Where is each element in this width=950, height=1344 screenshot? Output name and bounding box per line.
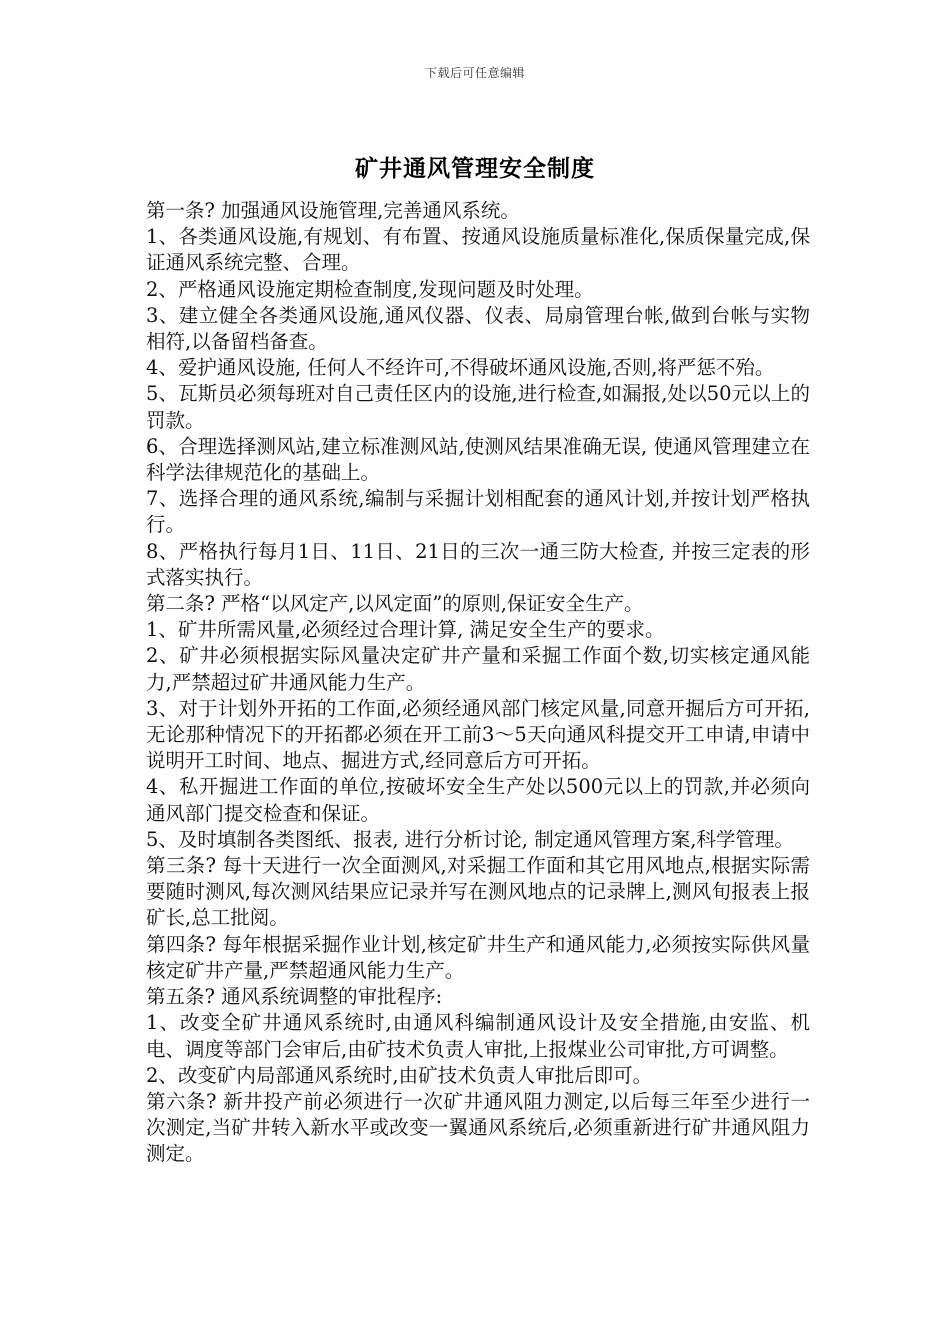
paragraph: 第二条? 严格“以风定产,以风定面”的原则,保证安全生产。 bbox=[146, 592, 644, 616]
paragraph: 7、选择合理的通风系统,编制与采掘计划相配套的通风计划,并按计划严格执行。 bbox=[146, 487, 810, 537]
paragraph: 2、矿井必须根据实际风量决定矿井产量和采掘工作面个数,切实核定通风能力,严禁超过矿井通风能力生产。 bbox=[146, 644, 810, 694]
paragraph: 第六条? 新井投产前必须进行一次矿井通风阻力测定,以后每三年至少进行一次测定,当矿井转入新水平或改变一翼通风系统后,必须重新进行矿井通风阻力测定。 bbox=[146, 1089, 810, 1166]
paragraph: 4、私开掘进工作面的单位,按破坏安全生产处以500元以上的罚款,并必须向通风部门提交检查和保证。 bbox=[146, 775, 810, 825]
paragraph: 5、瓦斯员必须每班对自己责任区内的设施,进行检查,如漏报,处以50元以上的罚款。 bbox=[146, 382, 810, 432]
paragraph: 4、爱护通风设施, 任何人不经许可,不得破坏通风设施,否则,将严惩不殆。 bbox=[146, 356, 775, 380]
paragraph: 3、对于计划外开拓的工作面,必须经通风部门核定风量,同意开掘后方可开拓,无论那种情况下的开拓都必须在开工前3～5天向通风科提交开工申请,申请中说明开工时间、地点、掘进方式,经同意后方可开拓。 bbox=[146, 696, 810, 773]
paragraph: 2、严格通风设施定期检查制度,发现问题及时处理。 bbox=[146, 277, 594, 301]
document-title: 矿井通风管理安全制度 bbox=[355, 155, 595, 182]
paragraph: 第五条? 通风系统调整的审批程序: bbox=[146, 985, 443, 1009]
paragraph: 第一条? 加强通风设施管理,完善通风系统。 bbox=[146, 199, 520, 222]
paragraph: 1、改变全矿井通风系统时,由通风科编制通风设计及安全措施,由安监、机电、调度等部门会审后,由矿技术负责人审批,上报煤业公司审批,方可调整。 bbox=[146, 1011, 810, 1061]
paragraph: 3、建立健全各类通风设施,通风仪器、仪表、局扇管理台帐,做到台帐与实物相符,以备留档备查。 bbox=[146, 303, 810, 354]
paragraph: 第四条? 每年根据采掘作业计划,核定矿井生产和通风能力,必须按实际供风量核定矿井产量,严禁超通风能力生产。 bbox=[146, 932, 810, 982]
paragraph: 2、改变矿内局部通风系统时,由矿技术负责人审批后即可。 bbox=[146, 1063, 653, 1087]
paragraph: 6、合理选择测风站,建立标准测风站,使测风结果准确无误, 使通风管理建立在科学法律规范化的基础上。 bbox=[146, 434, 810, 485]
paragraph: 8、严格执行每月1日、11日、21日的三次一通三防大检查, 并按三定表的形式落实执行。 bbox=[146, 539, 810, 589]
document-body bbox=[146, 198, 810, 1168]
page-header: 下载后可任意编辑 bbox=[424, 66, 525, 80]
paragraph: 1、各类通风设施,有规划、有布置、按通风设施质量标准化,保质保量完成,保证通风系统完整、合理。 bbox=[146, 225, 810, 275]
paragraph: 5、及时填制各类图纸、报表, 进行分析讨论, 制定通风管理方案,科学管理。 bbox=[146, 827, 794, 851]
paragraph: 1、矿井所需风量,必须经过合理计算, 满足安全生产的要求。 bbox=[146, 618, 665, 642]
paragraph: 第三条? 每十天进行一次全面测风,对采掘工作面和其它用风地点,根据实际需要随时测风,每次测风结果应记录并写在测风地点的记录牌上,测风旬报表上报矿长,总工批阅。 bbox=[146, 854, 810, 930]
